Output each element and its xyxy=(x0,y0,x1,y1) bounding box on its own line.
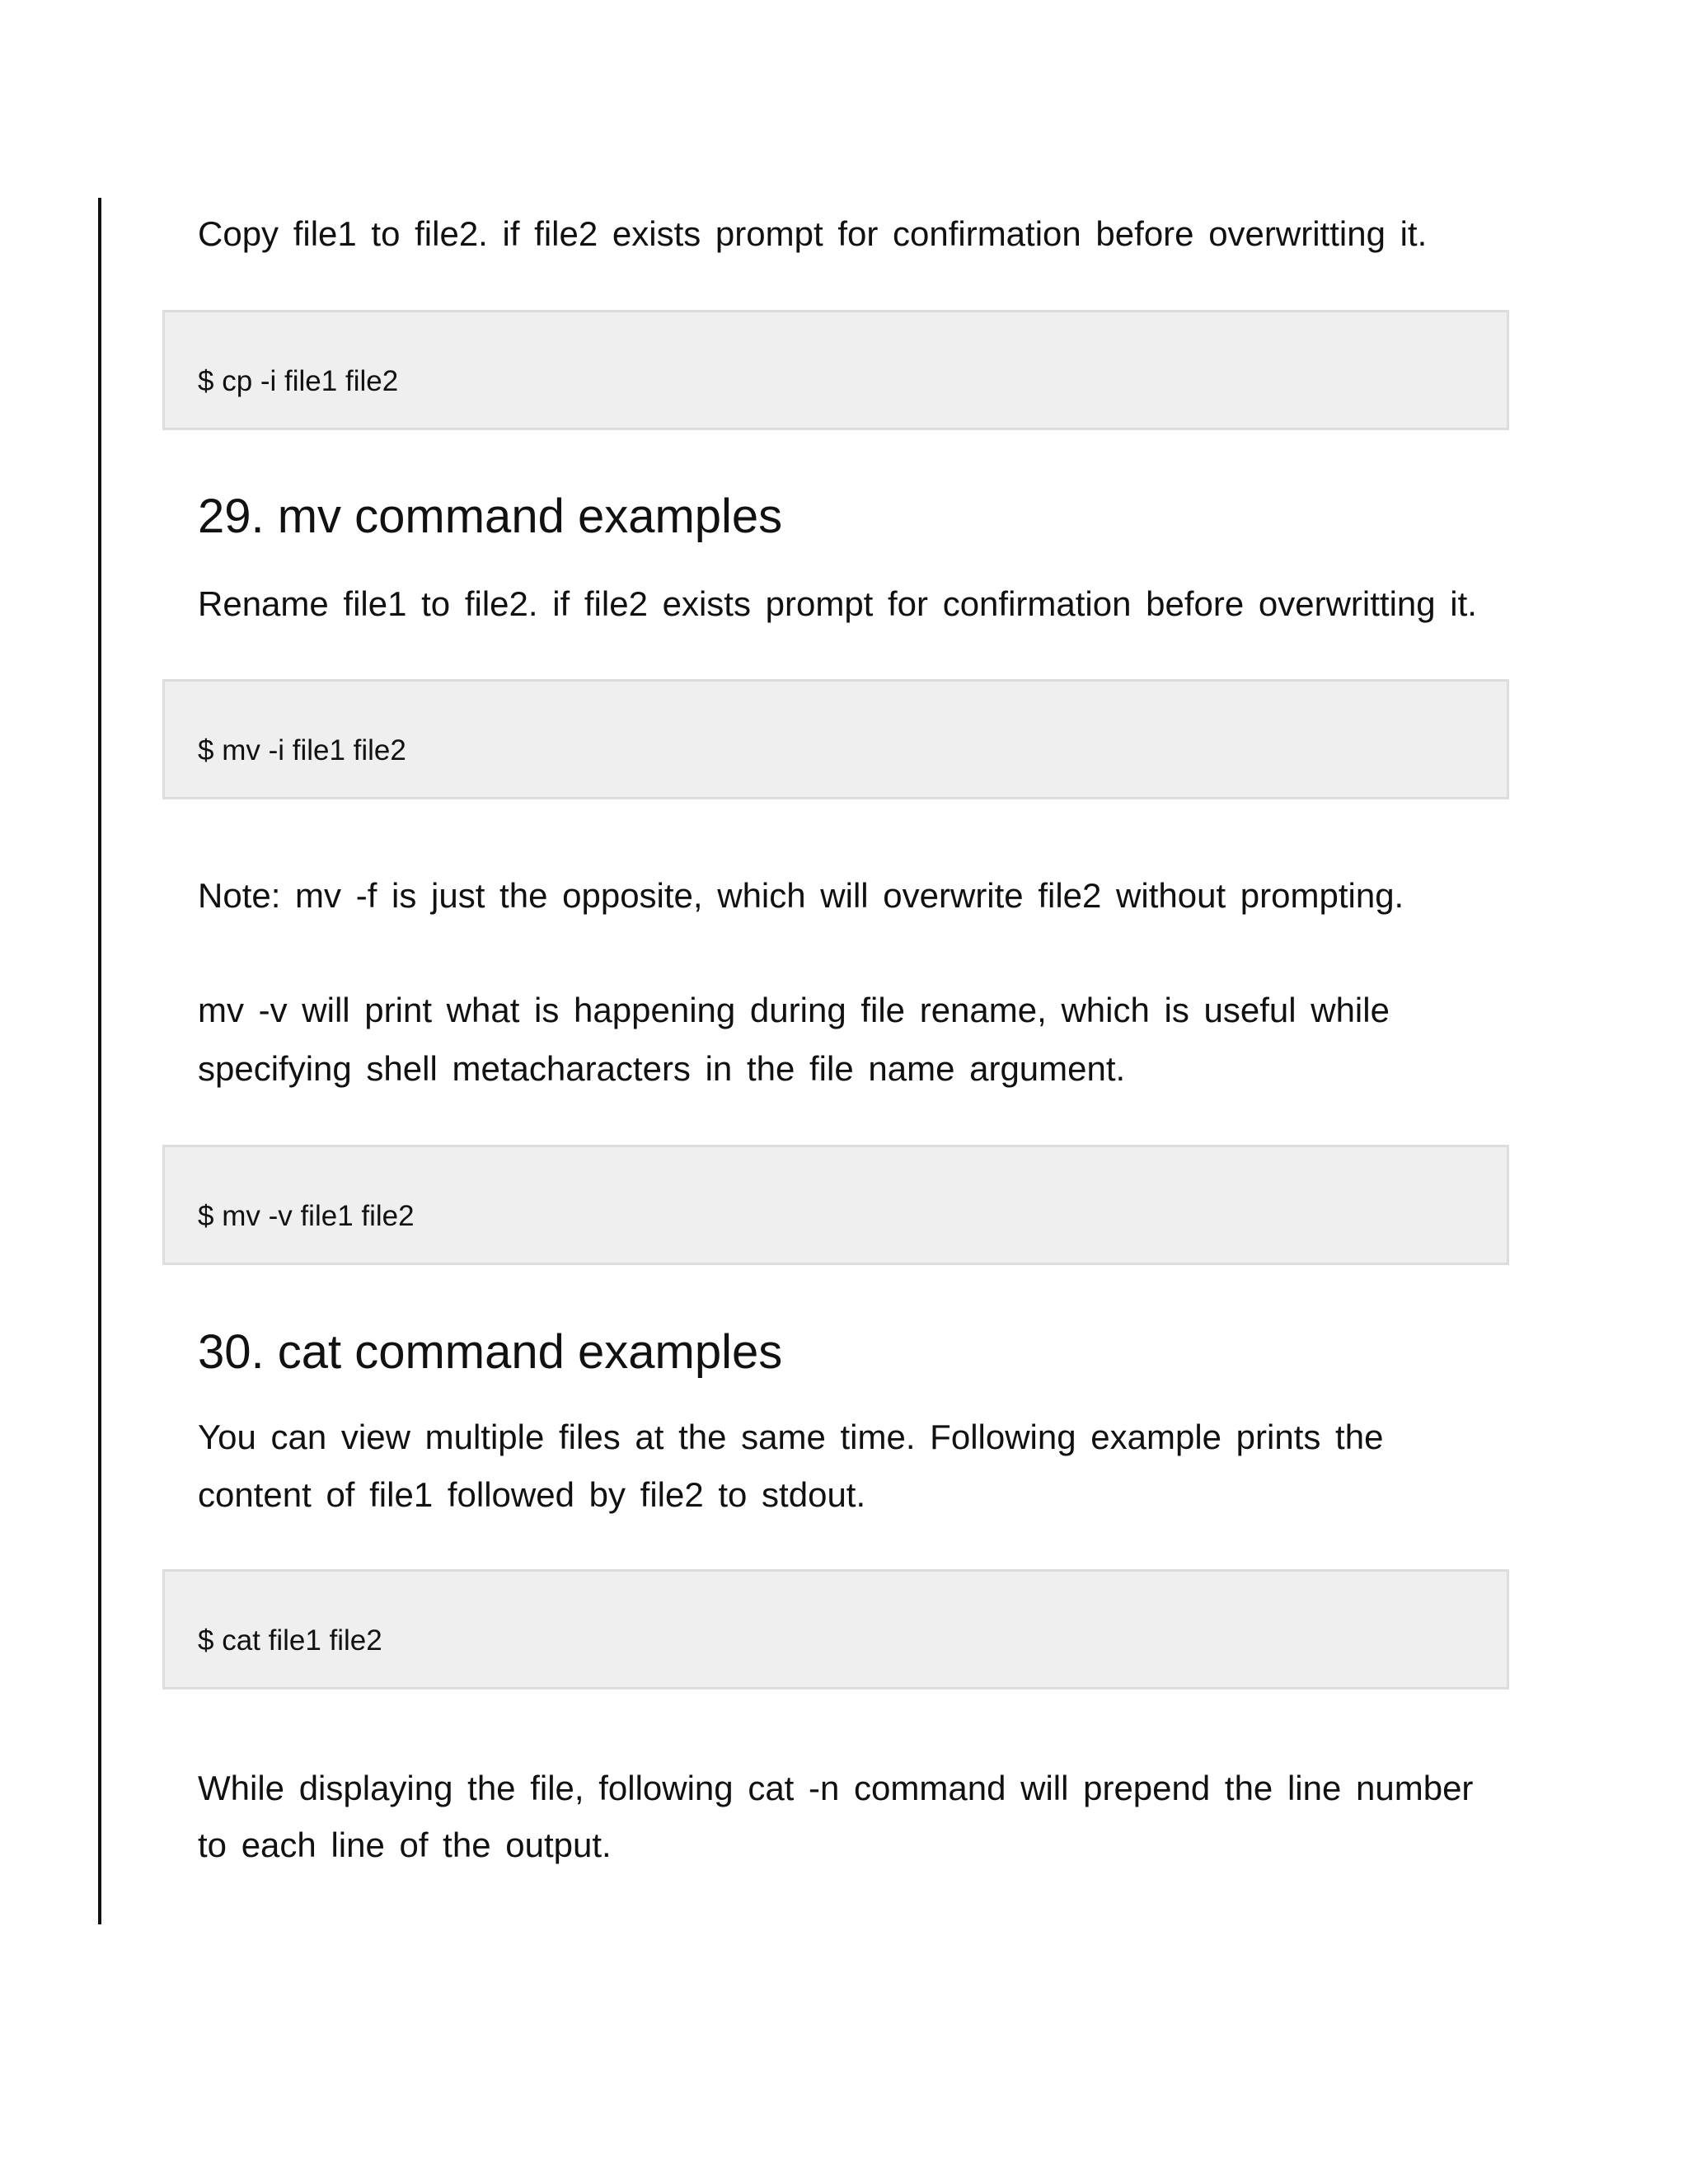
section-30-cat-n-line2: to each line of the output. xyxy=(198,1825,612,1864)
section-29-paragraph: Rename file1 to file2. if file2 exists prompt for confirmation before overwritting it. xyxy=(198,584,1477,623)
section-30-heading: 30. cat command examples xyxy=(198,1325,783,1379)
code-block-mv-v xyxy=(162,1145,1509,1265)
section-29-verbose-line1: mv -v will print what is happening during file rename, which is useful while xyxy=(198,991,1390,1029)
section-30-cat-n-line1: While displaying the file, following cat -n command will prepend the line number xyxy=(198,1769,1474,1807)
section-29-note: Note: mv -f is just the opposite, which will overwrite file2 without prompting. xyxy=(198,876,1404,915)
code-text-cp: $ cp -i file1 file2 xyxy=(198,365,399,397)
code-text-cat: $ cat file1 file2 xyxy=(198,1624,382,1657)
section-30-paragraph-line2: content of file1 followed by file2 to stdout. xyxy=(198,1475,866,1514)
code-text-mv-v: $ mv -v file1 file2 xyxy=(198,1200,415,1232)
section-29-heading: 29. mv command examples xyxy=(198,490,783,543)
section-30-paragraph-line1: You can view multiple files at the same time. Following example prints the xyxy=(198,1418,1384,1456)
code-text-mv-i: $ mv -i file1 file2 xyxy=(198,734,406,766)
section-29-verbose-line2: specifying shell metacharacters in the file name argument. xyxy=(198,1049,1126,1088)
code-block-mv-i xyxy=(162,679,1509,799)
code-block-cat xyxy=(162,1569,1509,1690)
left-margin-rule xyxy=(98,198,101,1924)
code-block-cp xyxy=(162,310,1509,430)
intro-paragraph: Copy file1 to file2. if file2 exists prompt for confirmation before overwritting it. xyxy=(198,214,1428,253)
